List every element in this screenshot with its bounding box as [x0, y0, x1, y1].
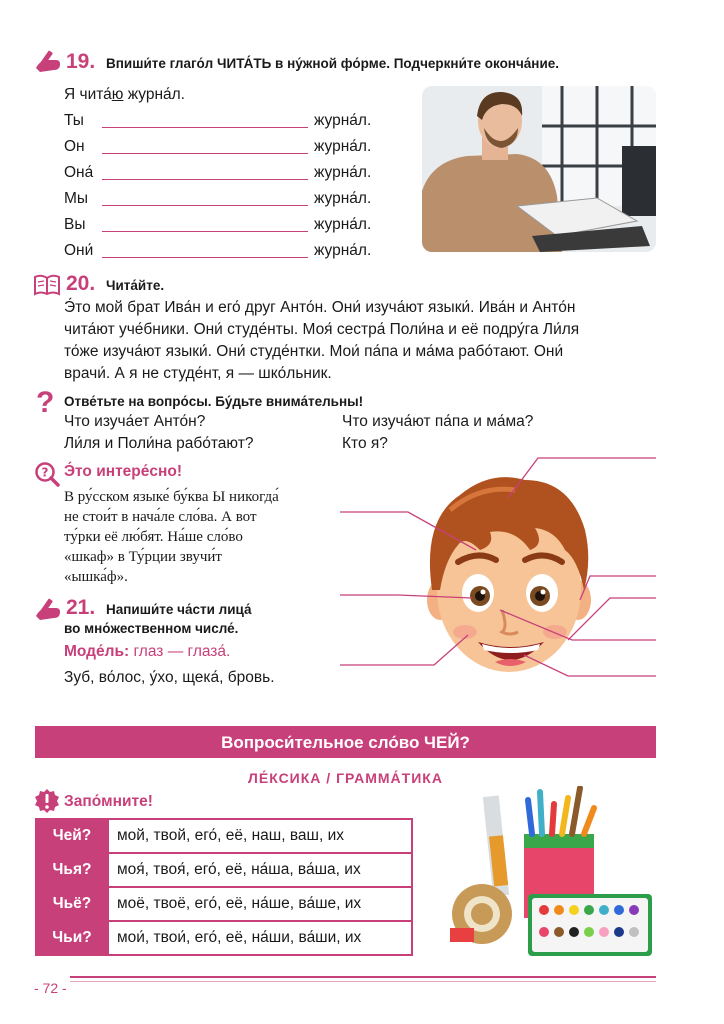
forms-cell: моя́, твоя́, его́, её, на́ша, ва́ша, их: [108, 853, 412, 887]
answer-blank[interactable]: [102, 218, 308, 232]
table-row: [36, 853, 412, 887]
row-object: журна́л.: [314, 216, 372, 233]
row-object: журна́л.: [314, 190, 372, 207]
answer-blank[interactable]: [102, 166, 308, 180]
row-pronoun: Ты: [64, 112, 84, 129]
row-object: журна́л.: [314, 242, 372, 259]
question-cell: Чей?: [36, 819, 108, 853]
text-line: чита́ют уче́бники. Они́ студе́нты. Моя́ сестра́ Поли́на и её подру́га Ли́ля: [64, 321, 580, 338]
questions-title: Отве́тьте на вопро́сы. Бу́дьте внима́тельны!: [64, 394, 364, 409]
exercise-21-title-2: во мно́жественном числе́.: [64, 621, 239, 636]
row-pronoun: Они́: [64, 242, 94, 259]
text-line: «шкаф» в Ту́рции звучи́т: [64, 549, 222, 565]
declension-table: [35, 818, 413, 956]
interesting-title: Э́то интере́сно!: [64, 463, 182, 480]
text-line: «ышка́ф».: [64, 569, 128, 585]
stationery-illustration: [446, 786, 658, 962]
row-object: журна́л.: [314, 138, 372, 155]
forms-cell: мой, твой, его́, её, наш, ваш, их: [108, 819, 412, 853]
fill-row: [64, 164, 394, 190]
text-line: не стои́т в нача́ле сло́ва. А вот: [64, 509, 257, 525]
book-icon: [33, 274, 61, 296]
table-row: [36, 921, 412, 955]
fill-row: [64, 112, 394, 138]
row-object: журна́л.: [314, 112, 372, 129]
exercise-20-text: [64, 297, 664, 385]
question-cell: Чьи?: [36, 921, 108, 955]
text-line: ту́рки её лю́бят. На́ше сло́во: [64, 529, 243, 545]
text-line: врачи́. А я не студе́нт, я — шко́льник.: [64, 365, 332, 382]
exercise-20-number: 20.: [66, 272, 96, 295]
text-line: Э́то мой брат Ива́н и его́ друг Анто́н. Они́ изуча́ют языки́. Ива́н и Анто́н: [64, 299, 576, 316]
example-stem: Я чита́: [64, 86, 112, 103]
interesting-text: [64, 487, 279, 587]
exercise-19-example: [64, 86, 185, 104]
fill-row: [64, 216, 394, 242]
answer-blank[interactable]: [102, 140, 308, 154]
pencil-hand-icon: [34, 48, 62, 74]
section-label: ЛЕ́КСИКА / ГРАММА́ТИКА: [248, 770, 443, 786]
pencil-hand-icon: [34, 596, 62, 622]
row-pronoun: Она́: [64, 164, 94, 181]
row-pronoun: Мы: [64, 190, 89, 207]
exercise-21-model: [64, 643, 230, 661]
exercise-19-title: Впиши́те глаго́л ЧИТА́ТЬ в ну́жной фо́рме. Подчеркни́те оконча́ние.: [106, 56, 560, 71]
forms-cell: мои́, твои́, его́, её, на́ши, ва́ши, их: [108, 921, 412, 955]
question-cell: Чьё?: [36, 887, 108, 921]
fill-row: [64, 242, 394, 268]
table-row: [36, 887, 412, 921]
fill-row: [64, 190, 394, 216]
exercise-19-number: 19.: [66, 50, 96, 73]
row-object: журна́л.: [314, 164, 372, 181]
answer-blank[interactable]: [102, 244, 308, 258]
exercise-20-title: Чита́йте.: [106, 278, 165, 293]
photo-man-reading: [422, 86, 656, 252]
footer-line: [70, 976, 656, 978]
question-item: Кто я?: [342, 435, 388, 452]
question-mark-icon: ?: [36, 386, 55, 419]
example-ending: ю: [111, 86, 124, 103]
fill-row: [64, 138, 394, 164]
row-pronoun: Он: [64, 138, 85, 155]
remember-title: Запо́мните!: [64, 793, 153, 810]
table-row: [36, 819, 412, 853]
exclamation-icon: [34, 788, 60, 814]
answer-blank[interactable]: [102, 192, 308, 206]
question-item: Ли́ля и Поли́на рабо́тают?: [64, 435, 254, 452]
example-object: журна́л.: [123, 86, 185, 103]
svg-text:?: ?: [41, 465, 49, 480]
question-cell: Чья?: [36, 853, 108, 887]
question-item: Что изуча́ют па́па и ма́ма?: [342, 413, 534, 430]
exercise-21-number: 21.: [66, 596, 96, 619]
text-line: В ру́сском языке́ бу́ква Ы никогда́: [64, 489, 279, 505]
answer-blank[interactable]: [102, 114, 308, 128]
row-pronoun: Вы: [64, 216, 86, 233]
footer-line-secondary: [70, 981, 656, 982]
exercise-21-title-1: Напиши́те ча́сти лица́: [106, 602, 252, 617]
magnifier-question-icon: [34, 461, 60, 487]
question-item: Что изуча́ет Анто́н?: [64, 413, 206, 430]
forms-cell: моё, твоё, его́, её, на́ше, ва́ше, их: [108, 887, 412, 921]
page-number: - 72 -: [34, 980, 67, 996]
boy-face-illustration: [340, 450, 660, 686]
model-text: глаз — глаза́.: [133, 643, 231, 660]
model-label: Моде́ль:: [64, 643, 130, 660]
exercise-21-words: Зуб, во́лос, у́хо, щека́, бровь.: [64, 669, 275, 686]
text-line: то́же изуча́ют языки́. Они́ студе́нтки. Мои́ па́па и ма́ма рабо́тают. Они́: [64, 343, 564, 360]
banner-title: Вопроси́тельное сло́во ЧЕЙ?: [221, 733, 470, 752]
